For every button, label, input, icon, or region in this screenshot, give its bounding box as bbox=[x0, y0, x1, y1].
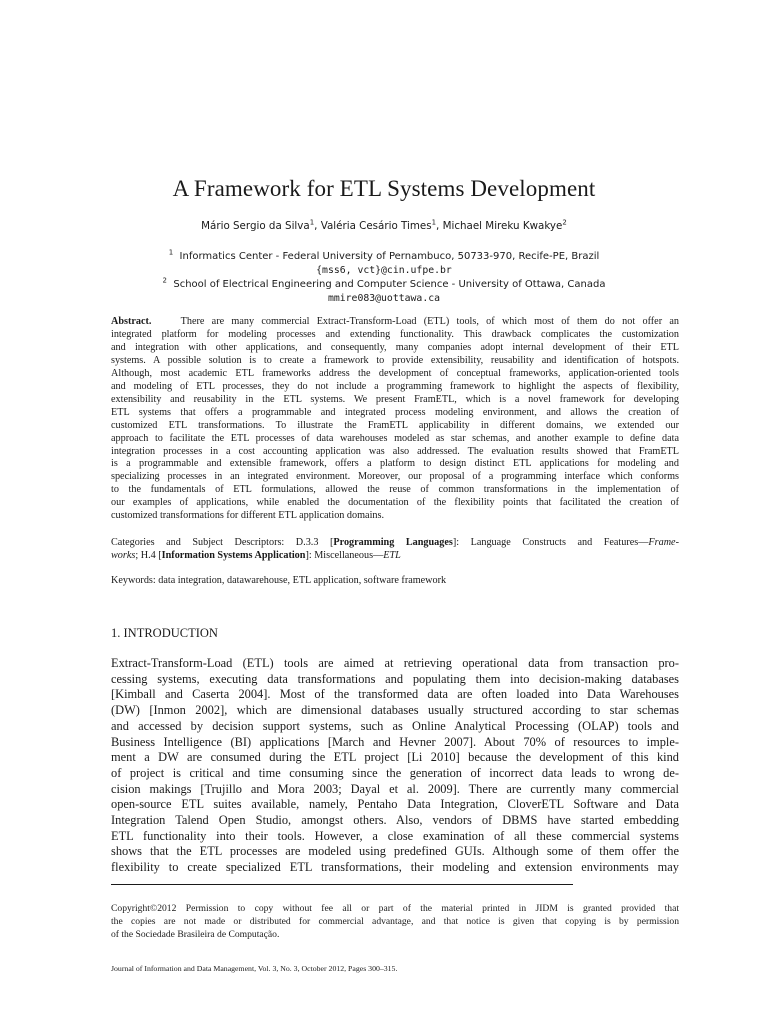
category-bold: Information Systems Application bbox=[161, 550, 306, 561]
category-bold: Programming Languages bbox=[333, 537, 453, 548]
introduction-body bbox=[111, 656, 679, 876]
author-list: Mário Sergio da Silva$^1$, Valéria Cesário Times$^1$, Michael Mireku Kwakye$^2$ bbox=[201, 218, 567, 232]
abstract-line: our examples of applications, while enabled the documentation of the flexibility points that facilitated the creation of bbox=[111, 497, 679, 509]
author-name: Mário Sergio da Silva bbox=[201, 220, 310, 232]
abstract-line: specializing processes in an integrated environment. Moreover, our proposal of a programming interface which conforms bbox=[111, 471, 679, 483]
abstract-line: Although, most academic ETL frameworks address the development of conceptual frameworks, application-oriented tools bbox=[111, 367, 679, 379]
abstract-line: and integration with other applications, and consequently, many companies adopt internal development of their ETL bbox=[111, 341, 679, 353]
copyright-notice bbox=[111, 903, 679, 941]
body-line: [Kimball and Caserta 2004]. Most of the transformed data are often loaded into Data Warehouses bbox=[111, 687, 679, 702]
author-affil-mark: 1 bbox=[431, 218, 437, 227]
category-italic: ETL bbox=[383, 550, 401, 561]
abstract-line: customized ETL transformations. To illustrate the FramETL applicability in different domains, we extended our bbox=[111, 419, 679, 431]
body-line: cision makings [Trujillo and Mora 2003; Dayal et al. 2009]. There are currently many commercial bbox=[111, 781, 679, 796]
body-line: shows that the ETL processes are modeled using predefined GUIs. Although some of them offer the bbox=[111, 844, 679, 859]
categories-prefix: Categories and Subject Descriptors: D.3.3 [ bbox=[111, 537, 334, 548]
footnote-divider bbox=[111, 884, 573, 885]
affiliation-text: School of Electrical Engineering and Computer Science - University of Ottawa, Canada bbox=[173, 279, 606, 290]
categories-text: ]: Miscellaneous— bbox=[305, 550, 384, 561]
section-heading: 1. INTRODUCTION bbox=[111, 626, 218, 640]
categories-text: ]: Language Constructs and Features— bbox=[452, 537, 649, 548]
body-line: open-source ETL suites available, namely, Pentaho Data Integration, CloverETL Software and Data bbox=[111, 797, 679, 812]
affiliation-number: 2 bbox=[162, 276, 167, 285]
abstract-line: ETL systems that offers a programmable and integrated process modeling environment, and allows the creation of bbox=[111, 406, 679, 418]
paper-title: A Framework for ETL Systems Development bbox=[172, 176, 596, 201]
abstract-label: Abstract. bbox=[111, 316, 152, 327]
category-italic: Frame- bbox=[648, 537, 679, 548]
abstract-line: extensibility and reusability in the ETL systems. We present FramETL, which is a novel framework for developing bbox=[111, 393, 679, 405]
abstract-line-0 bbox=[111, 316, 679, 329]
body-line: flexibility to create specialized ETL transformations, their modeling and extension environments may bbox=[111, 860, 679, 875]
abstract-text: There are many commercial Extract-Transform-Load (ETL) tools, of which most of them do not offer an bbox=[180, 316, 679, 327]
body-line: ment a DW are consumed during the ETL project [Li 2010] because the development of this kind bbox=[111, 750, 679, 765]
categories-descriptors bbox=[111, 536, 679, 562]
body-line: Integration Talend Open Studio, amongst others. Also, vendors of DBMS have started embedding bbox=[111, 813, 679, 828]
affiliation bbox=[0, 278, 768, 292]
affiliation-text: Informatics Center - Federal University of Pernambuco, 50733-970, Recife-PE, Brazil bbox=[179, 251, 600, 262]
abstract-line: to the fundamentals of ETL formulations, allowed the reuse of common transformations in the implementation of bbox=[111, 484, 679, 496]
abstract-line: approach to facilitate the ETL processes of data warehouses modeled as star schemas, and another example to define data bbox=[111, 432, 679, 444]
affiliation-number: 1 bbox=[168, 248, 174, 257]
abstract bbox=[111, 316, 679, 523]
body-line: Business Intelligence (BI) applications [March and Hevner 2007]. About 70% of resources to imple- bbox=[111, 734, 679, 749]
author-name: Valéria Cesário Times bbox=[320, 220, 432, 232]
category-italic: works bbox=[111, 550, 136, 561]
abstract-line: integration processes in a cost accounting application was also addressed. The evaluation results showed that FramETL bbox=[111, 445, 679, 457]
body-line: and accessed by decision support systems, such as Online Analytical Processing (OLAP) tools and bbox=[111, 718, 679, 733]
affiliation-email: {mss6, vct}@cin.ufpe.br bbox=[316, 265, 452, 276]
author-name: Michael Mireku Kwakye bbox=[442, 220, 563, 232]
affiliation bbox=[0, 250, 768, 264]
abstract-line: integrated platform for modeling processes and extending functionality. This drawback complicates the customization bbox=[111, 328, 679, 340]
categories-line bbox=[111, 549, 679, 562]
abstract-line: systems. A possible solution is to create a framework to provide extensibility, reusability and identification of hotspots. bbox=[111, 354, 679, 366]
abstract-line: customized transformations for different ETL application domains. bbox=[111, 510, 385, 522]
author-affil-mark: 2 bbox=[562, 218, 567, 227]
categories-text: ; H.4 [ bbox=[135, 550, 162, 561]
body-line: (DW) [Inmon 2002], which are dimensional databases usually structured according to star schemas bbox=[111, 703, 679, 718]
body-line: cessing systems, executing data transformations and populating them into decision-making databases bbox=[111, 671, 679, 686]
categories-line bbox=[111, 536, 679, 549]
body-line: Extract-Transform-Load (ETL) tools are aimed at retrieving operational data from transaction pro- bbox=[111, 656, 679, 670]
copyright-line: Copyright©2012 Permission to copy without fee all or part of the material printed in JIDM is granted provided that bbox=[111, 903, 679, 914]
body-line: of project is critical and time consuming since the generation of incorrect data leads to wrong de- bbox=[111, 765, 679, 780]
abstract-line: and modeling of ETL processes, they do not include a programming framework to highlight the aspects of flexibility, bbox=[111, 380, 679, 392]
copyright-line: of the Sociedade Brasileira de Computação. bbox=[111, 928, 280, 940]
journal-footer: Journal of Information and Data Management, Vol. 3, No. 3, October 2012, Pages 300–315. bbox=[111, 964, 398, 973]
keywords: Keywords: data integration, datawarehouse, ETL application, software framework bbox=[111, 575, 447, 586]
affiliation-email: mmire083@uottawa.ca bbox=[327, 293, 441, 304]
abstract-line: is a programmable and extensible framework, offers a platform to design distinct ETL applications for modeling and bbox=[111, 458, 679, 470]
body-line: ETL functionality into their tools. However, a close examination of all these commercial systems bbox=[111, 828, 679, 843]
author-affil-mark: 1 bbox=[309, 218, 315, 227]
copyright-line: the copies are not made or distributed for commercial advantage, and that notice is given that copying is by permission bbox=[111, 915, 679, 927]
